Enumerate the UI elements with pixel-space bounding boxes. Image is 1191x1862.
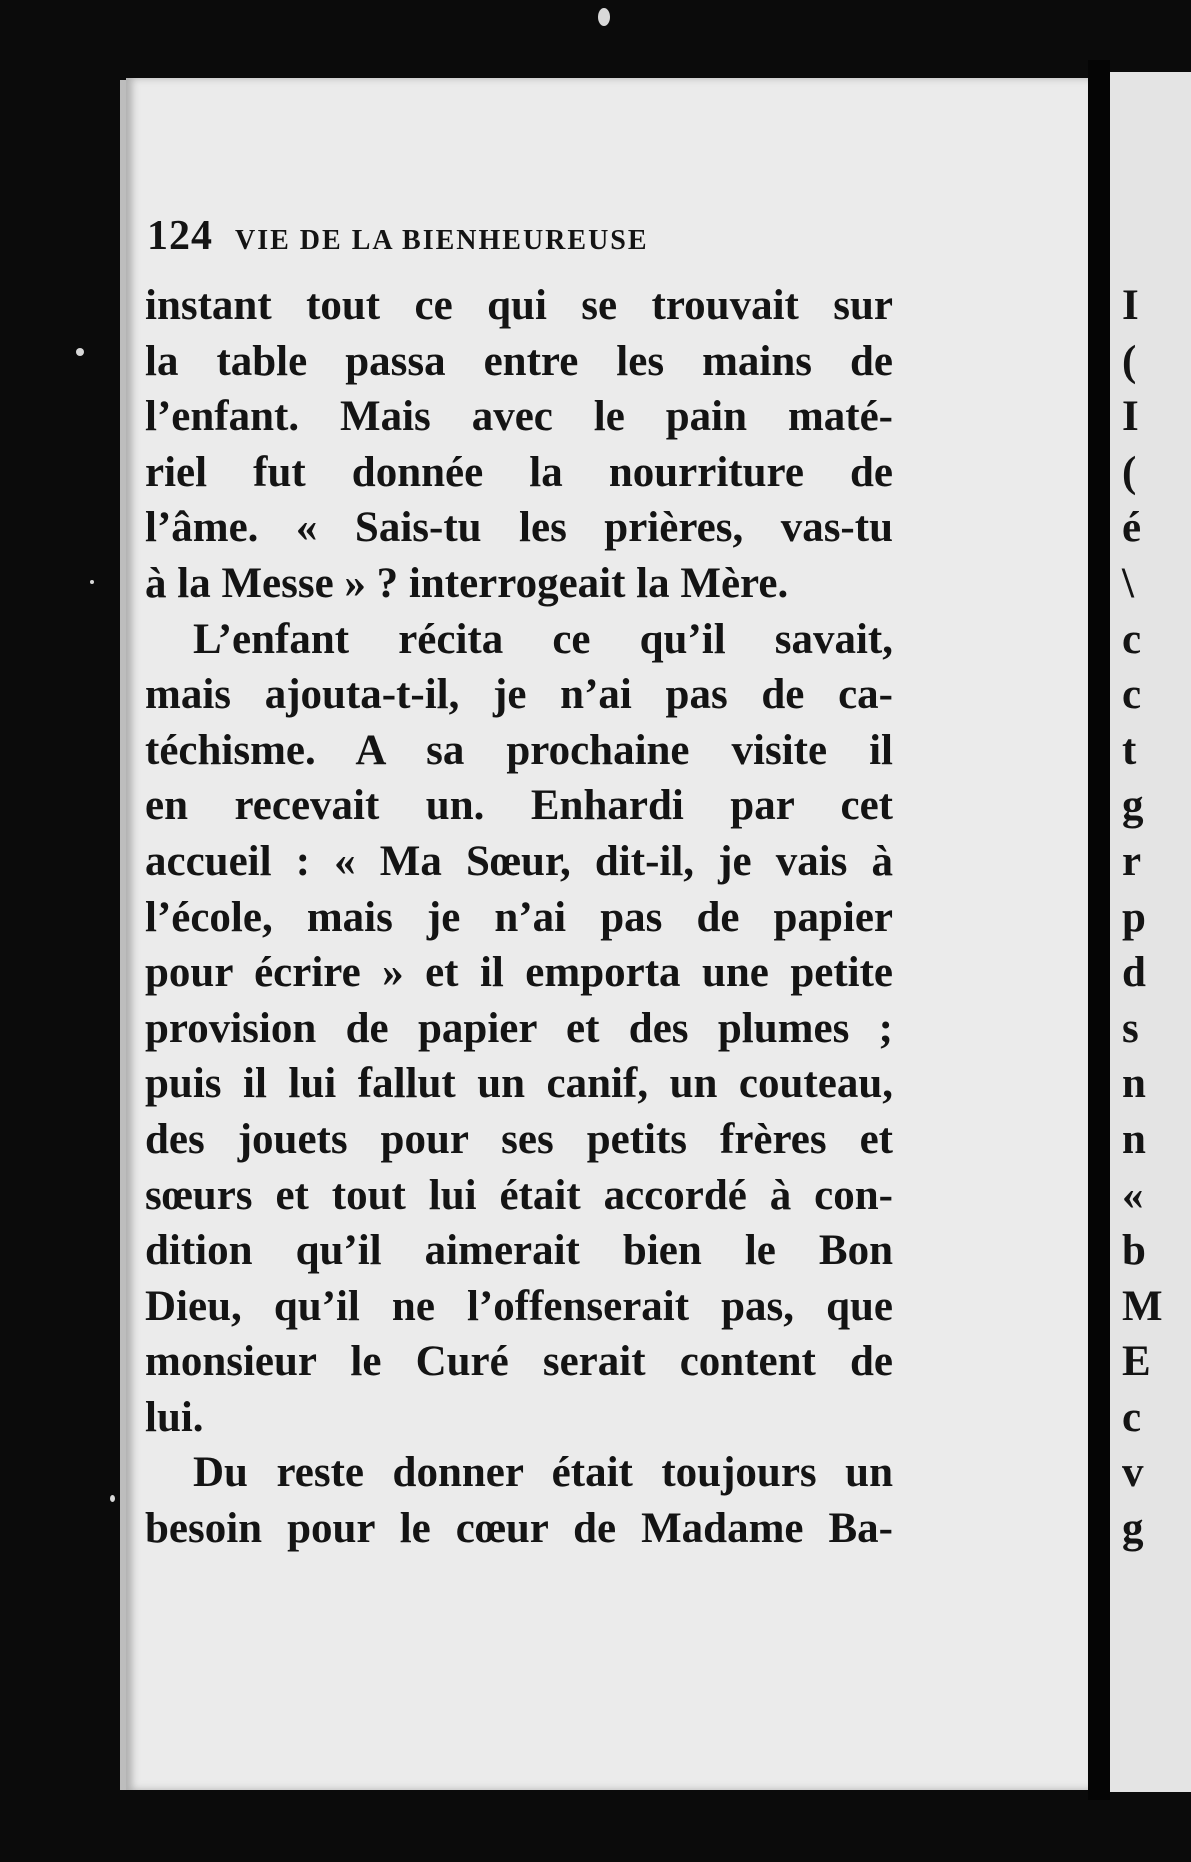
text-line: Dieu, qu’il ne l’offenserait pas, que: [145, 1282, 893, 1330]
dust-speck: [76, 348, 84, 356]
facing-line-fragment: (: [1122, 448, 1137, 496]
dust-speck: [90, 580, 94, 584]
facing-line-fragment: r: [1122, 837, 1142, 885]
facing-line-fragment: é: [1122, 504, 1142, 552]
text-line: à la Messe » ? interrogeait la Mère.: [145, 559, 789, 607]
facing-line-fragment: n: [1122, 1060, 1146, 1108]
facing-line-fragment: c: [1122, 1393, 1142, 1441]
text-line: accueil : « Ma Sœur, dit-il, je vais à: [145, 837, 893, 885]
text-line: Du reste donner était toujours un: [193, 1449, 893, 1497]
facing-line-fragment: s: [1122, 1004, 1139, 1052]
text-line: puis il lui fallut un canif, un couteau,: [145, 1060, 893, 1108]
text-line: la table passa entre les mains de: [145, 337, 893, 385]
body-text: [145, 278, 893, 1557]
text-line: monsieur le Curé serait content de: [145, 1338, 893, 1386]
facing-line-fragment: M: [1122, 1282, 1163, 1330]
text-line: instant tout ce qui se trouvait sur: [145, 282, 893, 329]
facing-line-fragment: (: [1122, 337, 1137, 385]
facing-line-fragment: I: [1122, 393, 1139, 441]
text-line: mais ajouta-t-il, je n’ai pas de ca-: [145, 671, 893, 719]
text-line: l’école, mais je n’ai pas de papier: [145, 893, 893, 941]
text-line: des jouets pour ses petits frères et: [145, 1115, 893, 1163]
dust-speck: [110, 1495, 115, 1502]
text-line: lui.: [145, 1393, 204, 1441]
text-line: provision de papier et des plumes ;: [145, 1004, 893, 1052]
text-line: en recevait un. Enhardi par cet: [145, 782, 893, 830]
facing-line-fragment: g: [1122, 782, 1144, 830]
facing-line-fragment: n: [1122, 1115, 1146, 1163]
facing-line-fragment: c: [1122, 671, 1142, 719]
text-line: téchisme. A sa prochaine visite il: [145, 726, 893, 774]
text-line: L’enfant récita ce qu’il savait,: [193, 615, 893, 663]
text-line: riel fut donnée la nourriture de: [145, 448, 893, 496]
page-number: 124: [147, 213, 213, 259]
facing-line-fragment: c: [1122, 615, 1142, 663]
facing-line-fragment: \: [1122, 559, 1134, 607]
dust-speck: [598, 8, 610, 26]
facing-line-fragment: b: [1122, 1227, 1146, 1275]
facing-line-fragment: «: [1122, 1171, 1144, 1219]
facing-line-fragment: t: [1122, 726, 1137, 774]
facing-line-fragment: v: [1122, 1449, 1144, 1497]
facing-line-fragment: E: [1122, 1338, 1151, 1386]
text-line: l’enfant. Mais avec le pain maté-: [145, 393, 893, 441]
text-line: pour écrire » et il emporta une petite: [145, 949, 893, 997]
facing-line-fragment: I: [1122, 282, 1139, 329]
book-gutter: [1088, 60, 1110, 1800]
text-line: l’âme. « Sais-tu les prières, vas-tu: [145, 504, 893, 552]
text-line: dition qu’il aimerait bien le Bon: [145, 1227, 893, 1275]
text-line: besoin pour le cœur de Madame Ba-: [145, 1505, 893, 1553]
running-head: [147, 212, 649, 260]
facing-line-fragment: p: [1122, 893, 1146, 941]
facing-page-text: [1122, 278, 1163, 1557]
facing-line-fragment: g: [1122, 1505, 1144, 1553]
running-title: VIE DE LA BIENHEUREUSE: [235, 225, 649, 256]
facing-line-fragment: d: [1122, 949, 1146, 997]
text-line: sœurs et tout lui était accordé à con-: [145, 1171, 893, 1219]
